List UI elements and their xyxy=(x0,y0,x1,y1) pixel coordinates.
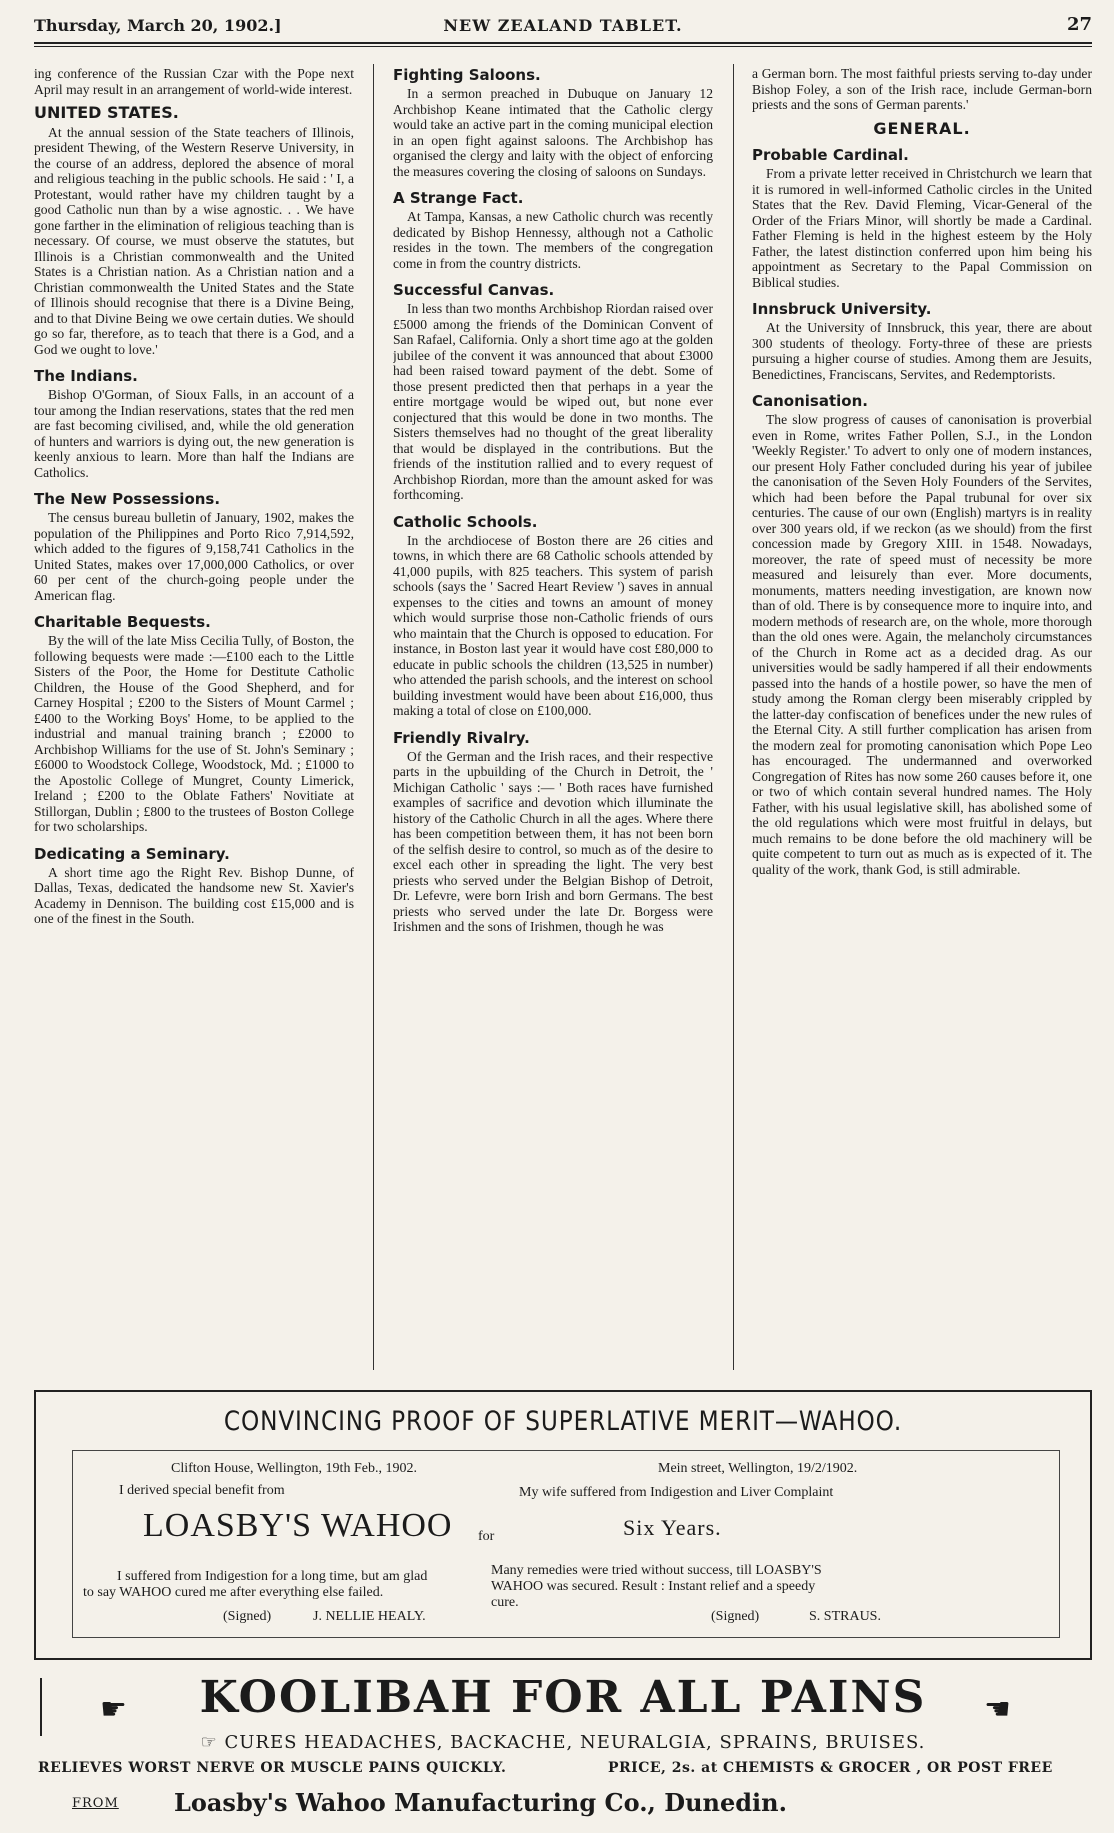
article-body: At Tampa, Kansas, a new Catholic church was recently dedicated by Bishop Hennessy, although not a Catholic resides in the town. The members of the congregation come in from the country districts. xyxy=(393,209,713,271)
column-3 xyxy=(752,66,1092,1366)
masthead-rule-thin xyxy=(34,46,1092,47)
price-line: PRICE, 2s. at CHEMISTS & GROCER , OR POST FREE xyxy=(608,1760,1053,1776)
page-number: 27 xyxy=(1066,14,1092,35)
article-heading: Innsbruck University. xyxy=(752,300,932,318)
right-testimonial-intro: My wife suffered from Indigestion and Liver Complaint xyxy=(519,1485,834,1500)
article-body: By the will of the late Miss Cecilia Tully, of Boston, the following bequests were made :—£100 each to the Little Sisters of the Poor, the Home for Destitute Catholic Children, the House of the Good Shepherd, and for Carney Hospital ; £200 to the Sisters of Mount Carmel ; £400 to the Working Boys' Home, to be applied to the industrial and manual training branch ; £2000 to Archbishop Williams for the use of St. John's Seminary ; £6000 to Woodstock College, Woodstock, Md. ; £1000 to the Apostolic College of Mungret, County Limerick, Ireland ; £200 to the Oblate Fathers' Novitiate at Stillorgan, Dublin ; £800 to the trustees of Boston College for two scholarships. xyxy=(34,633,354,834)
left-testimonial-intro: I derived special benefit from xyxy=(119,1483,285,1498)
left-signature: J. NELLIE HEALY. xyxy=(313,1609,426,1624)
section-heading-united-states: UNITED STATES. xyxy=(34,103,179,122)
company-name: Loasby's Wahoo Manufacturing Co., Dunedin. xyxy=(174,1788,787,1817)
cures-text: CURES HEADACHES, BACKACHE, NEURALGIA, SPRAINS, BRUISES. xyxy=(224,1732,926,1753)
article-body: At the annual session of the State teachers of Illinois, president Thewing, of the Western Reserve University, in the course of an address, deplored the absence of moral and religious teaching in the public schools. He said : ' I, a Protestant, would rather have my children taught by a good Catholic nun than by a wise agnostic. . . We have gone farther in the elimination of religious teaching than is necessary. Of course, we must observe the statutes, but Illinois is a Christian commonwealth and the United States is a Christian nation. As a Christian nation and a Christian commonwealth the United States and the State of Illinois should recognise that there is a Divine Being, and to that Divine Being we owe certain duties. We should go so far, therefore, as to teach that there is a God, and a God we ought to love.' xyxy=(34,124,354,357)
koolibah-advertisement xyxy=(34,1668,1092,1828)
article-body: A short time ago the Right Rev. Bishop Dunne, of Dallas, Texas, dedicated the handsome new St. Xavier's Academy in Dennison. The building cost £15,000 and is one of the finest in the South. xyxy=(34,864,354,926)
article-heading: A Strange Fact. xyxy=(393,189,524,207)
duration: Six Years. xyxy=(623,1515,722,1540)
left-testimonial-address: Clifton House, Wellington, 19th Feb., 1902. xyxy=(171,1461,417,1476)
testimonials-box xyxy=(72,1450,1060,1638)
relieves-line: RELIEVES WORST NERVE OR MUSCLE PAINS QUICKLY. xyxy=(38,1760,507,1776)
article-heading: Catholic Schools. xyxy=(393,512,538,531)
article-body: The slow progress of causes of canonisation is proverbial even in Rome, writes Father Pollen, S.J., in the London 'Weekly Register.' To advert to only one of modern instances, our present Holy Father concluded during his year of jubilee the canonisation of the Seven Holy Founders of the Servites, which had been before the Papal trubunal for over six centuries. The cause of our own (English) martyrs is in reality over 300 years old, if we reckon (as we should) from the first concession made by Gregory XIII. in 1548. Nowadays, moreover, the rate of speed must of necessity be more measured and leisurely than ever. More documents, monuments, matters needing investigation, are known now than of old. There is by consequence more to inquire into, and modern methods of research are, on the whole, more thorough than the old ones were. Again, the melancholy circumstances of the Church in Rome act as a decided drag. As our universities would be sadly hampered if all their endowments passed into the hands of a hostile power, so have the men of study among the Roman clergy been miserably crippled by the latter-day confiscation of benefices under the new rules of the Eternal City. A still further complication has arisen from the modern zeal for promoting canonisation which Pope Leo has encouraged. The undermanned and overworked Congregation of Rites has now some 260 causes before it, one or two of which contain several hundred names. The Holy Father, with his usual legislative skill, has abolished some of the old regulations which were most fruitful in delays, but much remains to be done before the old machinery will be quite competent to turn out as much as is expected of it. The quality of the work, thank God, is still admirable. xyxy=(752,412,1092,877)
left-signed: (Signed) xyxy=(223,1609,272,1624)
article-body: In less than two months Archbishop Riordan raised over £5000 among the friends of the Dominican Convent of San Rafael, California. Only a short time ago at the golden jubilee of the convent it was announced that about £3000 had been raised toward payment of the debt. Some of those present predicted then that perhaps in a year the entire mortgage would be wiped out, but none ever conjectured that this would be done in two months. The Sisters themselves had no thought of the great liberality that would be displayed in the contributions. But the friends of the institution rallied and to every request of Archbishop Riordan, more than the amount asked for was forthcoming. xyxy=(393,301,713,502)
ad-headline: CONVINCING PROOF OF SUPERLATIVE MERIT—WAHOO. xyxy=(223,1406,903,1437)
article-heading: Canonisation. xyxy=(752,392,868,410)
article-body: Of the German and the Irish races, and their respective parts in the upbuilding of the Church in Detroit, the ' Michigan Catholic ' says :— ' Both races have furnished examples of sacrifice and devotion which illuminate the history of the Catholic Church in all the ages. Where there has been competition between them, it has not been born of the selfish desire to control, so much as of the desire to excel each other in spreading the light. The very best priests who served under the Belgian Bishop of Detroit, Dr. Lefevre, were born Irish and born Germans. The best priests who served under the late Dr. Borgess were Irishmen and the sons of Irishmen, though he was xyxy=(393,748,713,934)
article-heading: Charitable Bequests. xyxy=(34,613,211,631)
article-heading: The Indians. xyxy=(34,367,138,385)
for-word: for xyxy=(478,1529,495,1544)
article-body: In the archdiocese of Boston there are 26 cities and towns, in which there are 68 Catholic schools attended by 41,000 pupils, with 825 teachers. This system of parish schools (says the ' Sacred Heart Review ') saves in annual expenses to the cities and towns an amount of money which would surprise those non-Catholic friends of ours who maintain that the Church is opposed to education. For instance, in Boston last year it would have cost £80,000 to educate in public schools the children (13,525 in number) who attended the parish schools, and the interest on school building investment would have been about £16,000, thus making a total of close on £100,000. xyxy=(393,532,713,718)
article-body: Bishop O'Gorman, of Sioux Falls, in an account of a tour among the Indian reservations, states that the red men are fast becoming civilised, and, while the old generation of hunters and warriors is dying out, the new generation is keenly anxious to learn. More than half the Indians are Catholics. xyxy=(34,387,354,480)
column-1 xyxy=(34,66,354,1366)
right-testimonial-address: Mein street, Wellington, 19/2/1902. xyxy=(658,1461,858,1476)
article-continuation: ing conference of the Russian Czar with the Pope next April may result in an arrangement of world-wide interest. xyxy=(34,66,354,97)
cures-line xyxy=(34,1732,1092,1753)
article-body: From a private letter received in Christchurch we learn that it is rumored in well-informed Catholic circles in the United States that the Rev. David Fleming, Vicar-General of the Order of the Friars Minor, will shortly be made a Cardinal. Father Fleming is held in the highest esteem by the Holy Father, the latest distinction conferred upon him being his appointment as Secretary to the Papal Commission on Biblical studies. xyxy=(752,166,1092,290)
right-signature: S. STRAUS. xyxy=(809,1609,881,1624)
left-testimonial-body: I suffered from Indigestion for a long time, but am glad xyxy=(117,1569,428,1584)
masthead-rule xyxy=(34,42,1092,44)
pointing-hand-left-icon: ☚ xyxy=(984,1692,1011,1727)
product-name: LOASBY'S WAHOO xyxy=(143,1507,453,1544)
article-heading: The New Possessions. xyxy=(34,490,221,508)
column-divider xyxy=(373,64,374,1370)
ad-headline: KOOLIBAH FOR ALL PAINS xyxy=(199,1672,927,1723)
testimonials xyxy=(73,1451,1059,1637)
from-label: FROM xyxy=(72,1796,119,1811)
article-heading: Probable Cardinal. xyxy=(752,146,909,164)
column-2 xyxy=(393,66,713,1366)
issue-date: Thursday, March 20, 1902.] xyxy=(34,16,282,35)
right-testimonial-body: WAHOO was secured. Result : Instant relief and a speedy xyxy=(491,1579,816,1594)
column-divider xyxy=(733,64,734,1370)
newspaper-title: NEW ZEALAND TABLET. xyxy=(443,16,683,35)
right-signed: (Signed) xyxy=(711,1609,760,1624)
article-heading: Fighting Saloons. xyxy=(393,66,541,84)
article-heading: Friendly Rivalry. xyxy=(393,728,530,747)
wahoo-advertisement xyxy=(34,1390,1092,1660)
section-heading-general: GENERAL. xyxy=(873,118,971,138)
pointing-hand-right-icon: ☛ xyxy=(100,1692,127,1727)
right-testimonial-body: Many remedies were tried without success, till LOASBY'S xyxy=(491,1563,822,1578)
pointing-hand-icon: ☞ xyxy=(200,1732,225,1753)
article-heading: Successful Canvas. xyxy=(393,281,555,299)
article-heading: Dedicating a Seminary. xyxy=(34,844,230,863)
article-body: In a sermon preached in Dubuque on January 12 Archbishop Keane intimated that the Catholic clergy would take an active part in the coming municipal election in an open fight against saloons. The Archbishop has organised the clergy and laity with the object of enforcing the measures covering the closing of saloons on Sundays. xyxy=(393,86,713,179)
masthead xyxy=(34,12,1092,40)
right-testimonial-body: cure. xyxy=(491,1595,519,1610)
article-body: At the University of Innsbruck, this year, there are about 300 students of theology. Forty-three of these are priests pursuing a higher course of studies. Among them are Jesuits, Benedictines, Franciscans, Servites, and Redemptorists. xyxy=(752,320,1092,382)
article-body: The census bureau bulletin of January, 1902, makes the population of the Philippines and Porto Rico 7,914,592, which added to the figures of 9,158,741 Catholics in the United States, makes over 17,000,000 Catholics, or over 60 per cent of the church-going people under the American flag. xyxy=(34,510,354,603)
article-continuation: a German born. The most faithful priests serving to-day under Bishop Foley, a son of the Irish race, include German-born priests and the sons of German parents.' xyxy=(752,66,1092,112)
left-testimonial-body: to say WAHOO cured me after everything else failed. xyxy=(83,1585,384,1600)
